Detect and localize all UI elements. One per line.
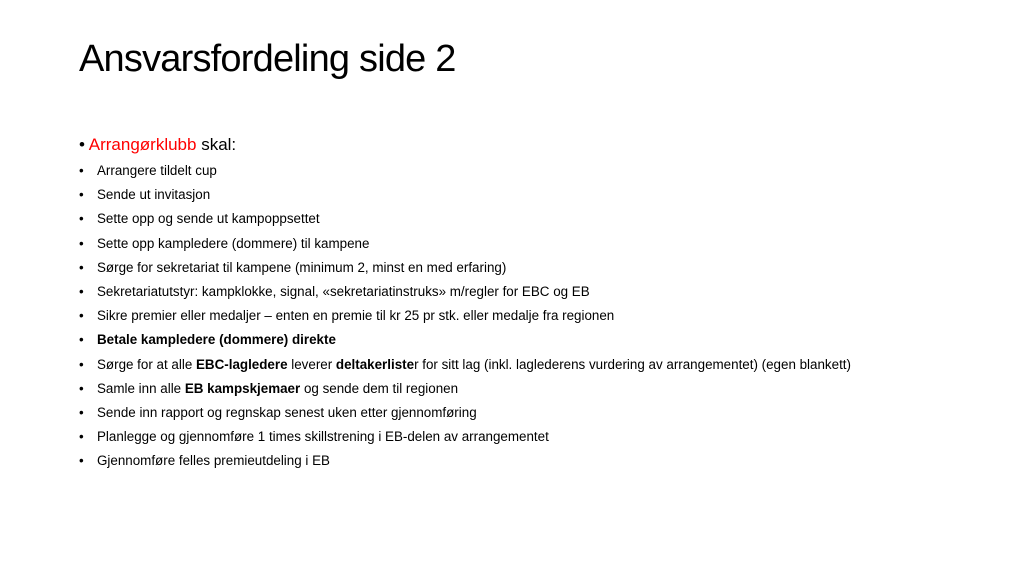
bullet-glyph: • bbox=[79, 187, 84, 203]
intro-line bbox=[79, 134, 236, 156]
bullet-glyph: • bbox=[79, 356, 84, 372]
list-item-text: Samle inn alle bbox=[97, 380, 185, 396]
bullet-glyph: • bbox=[79, 332, 84, 348]
bullet-glyph: • bbox=[79, 163, 84, 178]
list-item bbox=[79, 304, 851, 328]
intro-highlight: Arrangørklubb bbox=[88, 135, 197, 154]
list-item-text: Gjennomføre felles premieutdeling i EB bbox=[97, 453, 330, 469]
bullet-glyph: • bbox=[79, 380, 84, 396]
bullet-glyph: • bbox=[79, 308, 84, 324]
list-item-text: Sørge for sekretariat til kampene (minimum 2, minst en med erfaring) bbox=[97, 259, 507, 275]
intro-rest: skal: bbox=[196, 135, 237, 154]
list-item-bold-text: Betale kampledere (dommere) direkte bbox=[97, 332, 336, 348]
list-item-text: Sette opp kampledere (dommere) til kampene bbox=[97, 235, 370, 251]
intro-bullet: • bbox=[79, 135, 85, 154]
bullet-glyph: • bbox=[79, 429, 84, 445]
bullet-glyph: • bbox=[79, 235, 84, 251]
list-item bbox=[79, 401, 851, 425]
bullet-glyph: • bbox=[79, 453, 84, 469]
list-item-text: Sekretariatutstyr: kampklokke, signal, «sekretariatinstruks» m/regler for EBC og EB bbox=[97, 283, 590, 299]
list-item-text: Sende ut invitasjon bbox=[97, 187, 211, 203]
list-item-text: Sende inn rapport og regnskap senest uken etter gjennomføring bbox=[97, 404, 477, 420]
bullet-glyph: • bbox=[79, 211, 84, 227]
list-item-text: Sette opp og sende ut kampoppsettet bbox=[97, 211, 320, 227]
list-item bbox=[79, 232, 851, 256]
list-item-text: Sikre premier eller medaljer – enten en premie til kr 25 pr stk. eller medalje fra regionen bbox=[97, 308, 615, 324]
bullet-glyph: • bbox=[79, 259, 84, 275]
list-item-text: r for sitt lag (inkl. laglederens vurdering av arrangementet) (egen blankett) bbox=[414, 356, 851, 372]
list-item-text: Sørge for at alle bbox=[97, 356, 196, 372]
bullet-glyph: • bbox=[79, 404, 84, 420]
slide-title: Ansvarsfordeling side 2 bbox=[79, 38, 456, 80]
list-item-bold-text: EBC-lagledere bbox=[196, 356, 288, 372]
list-item bbox=[79, 328, 851, 352]
list-item-bold-text: deltakerliste bbox=[335, 356, 415, 372]
list-item-text: leverer bbox=[287, 356, 336, 372]
list-item-bold-text: EB kampskjemaer bbox=[184, 380, 301, 396]
list-item-text: og sende dem til regionen bbox=[300, 380, 459, 396]
list-item bbox=[79, 449, 851, 473]
list-item bbox=[79, 207, 851, 231]
list-item bbox=[79, 377, 851, 401]
list-item bbox=[79, 256, 851, 280]
list-item bbox=[79, 159, 851, 183]
list-item bbox=[79, 183, 851, 207]
list-item bbox=[79, 425, 851, 449]
list-item-text: Arrangere tildelt cup bbox=[97, 163, 217, 178]
bullet-glyph: • bbox=[79, 283, 84, 299]
list-item-text: Planlegge og gjennomføre 1 times skillstrening i EB-delen av arrangementet bbox=[97, 429, 549, 445]
list-item bbox=[79, 353, 851, 377]
bullet-list bbox=[79, 159, 851, 473]
list-item bbox=[79, 280, 851, 304]
